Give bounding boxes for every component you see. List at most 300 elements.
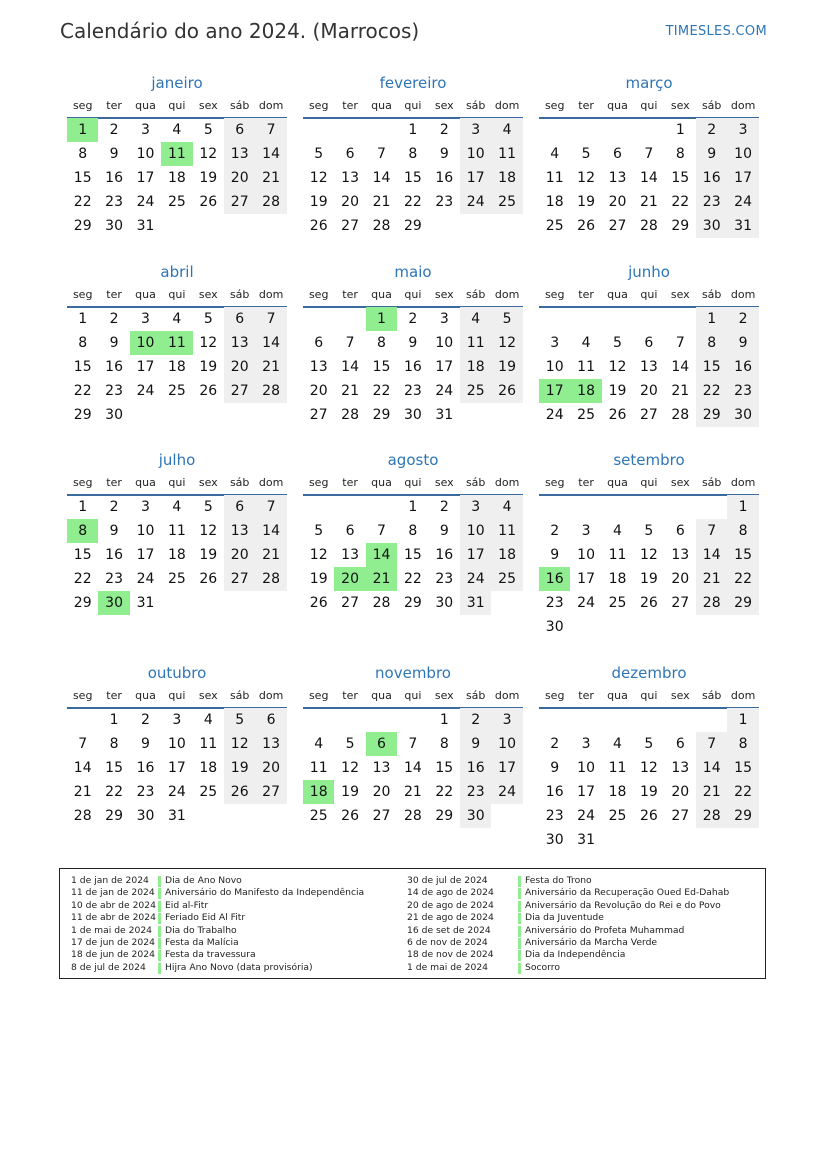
day-cell[interactable]: 8: [727, 519, 758, 543]
day-cell[interactable]: 24: [136, 194, 155, 210]
day-cell[interactable]: 25: [491, 567, 522, 591]
day-cell[interactable]: 13: [671, 547, 690, 563]
day-cell[interactable]: 25: [460, 379, 491, 403]
day-cell[interactable]: 28: [255, 190, 286, 214]
day-cell[interactable]: 5: [644, 736, 654, 752]
day-cell[interactable]: 14: [255, 331, 286, 355]
day-cell[interactable]: 29: [403, 595, 422, 611]
day-cell[interactable]: 17: [460, 166, 491, 190]
day-cell[interactable]: 31: [727, 214, 758, 238]
day-cell[interactable]: 12: [309, 547, 328, 563]
day-cell[interactable]: 6: [644, 335, 654, 351]
day-cell[interactable]: 9: [727, 331, 758, 355]
day-cell[interactable]: 22: [372, 383, 391, 399]
day-cell[interactable]: 25: [167, 194, 186, 210]
day-cell[interactable]: 30: [460, 804, 491, 828]
day-cell[interactable]: 25: [608, 808, 627, 824]
day-cell[interactable]: 27: [224, 190, 255, 214]
day-cell[interactable]: 24: [727, 190, 758, 214]
day-cell[interactable]: 23: [403, 383, 422, 399]
holiday-day-cell[interactable]: 8: [67, 519, 98, 543]
day-cell[interactable]: 22: [403, 194, 422, 210]
day-cell[interactable]: 28: [255, 567, 286, 591]
day-cell[interactable]: 25: [167, 571, 186, 587]
day-cell[interactable]: 13: [341, 170, 359, 186]
day-cell[interactable]: 17: [435, 359, 454, 375]
day-cell[interactable]: 8: [377, 335, 386, 351]
holiday-day-cell[interactable]: 6: [366, 732, 397, 756]
day-cell[interactable]: 9: [141, 736, 150, 752]
day-cell[interactable]: 10: [577, 760, 595, 776]
day-cell[interactable]: 27: [608, 218, 627, 234]
day-cell[interactable]: 5: [203, 311, 213, 327]
day-cell[interactable]: 4: [203, 712, 213, 728]
day-cell[interactable]: 6: [224, 118, 255, 142]
day-cell[interactable]: 24: [435, 383, 454, 399]
day-cell[interactable]: 13: [224, 331, 255, 355]
day-cell[interactable]: 4: [550, 146, 560, 162]
day-cell[interactable]: 14: [255, 142, 286, 166]
day-cell[interactable]: 5: [644, 523, 654, 539]
day-cell[interactable]: 12: [491, 331, 522, 355]
day-cell[interactable]: 21: [341, 383, 359, 399]
holiday-day-cell[interactable]: 1: [67, 118, 98, 142]
day-cell[interactable]: 3: [141, 122, 150, 138]
day-cell[interactable]: 26: [341, 808, 359, 824]
day-cell[interactable]: 6: [345, 523, 355, 539]
day-cell[interactable]: 5: [314, 523, 324, 539]
day-cell[interactable]: 2: [439, 122, 449, 138]
day-cell[interactable]: 4: [581, 335, 591, 351]
day-cell[interactable]: 16: [435, 170, 454, 186]
day-cell[interactable]: 2: [550, 736, 560, 752]
day-cell[interactable]: 6: [675, 736, 685, 752]
day-cell[interactable]: 27: [224, 567, 255, 591]
day-cell[interactable]: 8: [78, 335, 88, 351]
day-cell[interactable]: 3: [141, 311, 150, 327]
day-cell[interactable]: 24: [577, 808, 595, 824]
day-cell[interactable]: 30: [403, 407, 422, 423]
day-cell[interactable]: 3: [460, 118, 491, 142]
day-cell[interactable]: 2: [727, 307, 758, 331]
day-cell[interactable]: 17: [491, 756, 522, 780]
day-cell[interactable]: 16: [460, 756, 491, 780]
day-cell[interactable]: 22: [73, 383, 92, 399]
day-cell[interactable]: 2: [460, 708, 491, 732]
day-cell[interactable]: 25: [309, 808, 328, 824]
day-cell[interactable]: 31: [435, 407, 454, 423]
day-cell[interactable]: 12: [608, 359, 627, 375]
day-cell[interactable]: 25: [608, 595, 627, 611]
day-cell[interactable]: 20: [372, 784, 391, 800]
day-cell[interactable]: 12: [199, 146, 218, 162]
day-cell[interactable]: 4: [314, 736, 324, 752]
holiday-day-cell[interactable]: 18: [570, 379, 601, 403]
day-cell[interactable]: 16: [435, 547, 454, 563]
day-cell[interactable]: 26: [199, 194, 218, 210]
day-cell[interactable]: 22: [671, 194, 690, 210]
day-cell[interactable]: 9: [109, 523, 119, 539]
day-cell[interactable]: 4: [491, 495, 522, 519]
day-cell[interactable]: 5: [314, 146, 324, 162]
day-cell[interactable]: 14: [341, 359, 359, 375]
day-cell[interactable]: 11: [167, 523, 186, 539]
day-cell[interactable]: 8: [109, 736, 119, 752]
day-cell[interactable]: 3: [727, 118, 758, 142]
day-cell[interactable]: 18: [167, 547, 186, 563]
day-cell[interactable]: 14: [696, 756, 727, 780]
holiday-day-cell[interactable]: 20: [334, 567, 365, 591]
day-cell[interactable]: 24: [545, 407, 564, 423]
holiday-day-cell[interactable]: 30: [98, 591, 129, 615]
day-cell[interactable]: 17: [136, 547, 155, 563]
day-cell[interactable]: 28: [671, 407, 690, 423]
day-cell[interactable]: 15: [105, 760, 123, 776]
day-cell[interactable]: 31: [167, 808, 186, 824]
day-cell[interactable]: 21: [671, 383, 690, 399]
day-cell[interactable]: 20: [671, 784, 690, 800]
day-cell[interactable]: 15: [73, 170, 92, 186]
day-cell[interactable]: 21: [73, 784, 92, 800]
day-cell[interactable]: 22: [73, 194, 92, 210]
day-cell[interactable]: 11: [491, 519, 522, 543]
day-cell[interactable]: 4: [172, 499, 182, 515]
day-cell[interactable]: 29: [671, 218, 690, 234]
day-cell[interactable]: 26: [199, 383, 218, 399]
day-cell[interactable]: 23: [727, 379, 758, 403]
day-cell[interactable]: 25: [491, 190, 522, 214]
day-cell[interactable]: 27: [341, 595, 359, 611]
day-cell[interactable]: 1: [675, 122, 685, 138]
day-cell[interactable]: 3: [141, 499, 150, 515]
day-cell[interactable]: 3: [439, 311, 449, 327]
day-cell[interactable]: 23: [696, 190, 727, 214]
day-cell[interactable]: 28: [341, 407, 359, 423]
day-cell[interactable]: 4: [172, 122, 182, 138]
day-cell[interactable]: 23: [105, 194, 123, 210]
day-cell[interactable]: 16: [105, 170, 123, 186]
day-cell[interactable]: 10: [167, 736, 186, 752]
day-cell[interactable]: 11: [491, 142, 522, 166]
day-cell[interactable]: 1: [78, 499, 88, 515]
day-cell[interactable]: 18: [460, 355, 491, 379]
day-cell[interactable]: 13: [639, 359, 658, 375]
day-cell[interactable]: 31: [136, 218, 155, 234]
day-cell[interactable]: 7: [255, 495, 286, 519]
day-cell[interactable]: 29: [727, 591, 758, 615]
day-cell[interactable]: 10: [577, 547, 595, 563]
day-cell[interactable]: 10: [545, 359, 564, 375]
day-cell[interactable]: 15: [372, 359, 391, 375]
day-cell[interactable]: 26: [309, 595, 328, 611]
day-cell[interactable]: 9: [696, 142, 727, 166]
day-cell[interactable]: 31: [136, 595, 155, 611]
day-cell[interactable]: 6: [345, 146, 355, 162]
day-cell[interactable]: 29: [73, 218, 92, 234]
day-cell[interactable]: 5: [345, 736, 355, 752]
day-cell[interactable]: 11: [309, 760, 328, 776]
day-cell[interactable]: 6: [255, 708, 286, 732]
day-cell[interactable]: 25: [199, 784, 218, 800]
day-cell[interactable]: 23: [435, 194, 454, 210]
day-cell[interactable]: 10: [136, 146, 155, 162]
day-cell[interactable]: 9: [439, 523, 449, 539]
day-cell[interactable]: 23: [435, 571, 454, 587]
day-cell[interactable]: 15: [727, 756, 758, 780]
day-cell[interactable]: 1: [408, 499, 418, 515]
day-cell[interactable]: 30: [136, 808, 155, 824]
day-cell[interactable]: 10: [460, 142, 491, 166]
day-cell[interactable]: 20: [224, 355, 255, 379]
day-cell[interactable]: 29: [727, 804, 758, 828]
day-cell[interactable]: 22: [435, 784, 454, 800]
day-cell[interactable]: 8: [675, 146, 685, 162]
day-cell[interactable]: 18: [608, 784, 627, 800]
day-cell[interactable]: 15: [671, 170, 690, 186]
day-cell[interactable]: 18: [491, 166, 522, 190]
day-cell[interactable]: 8: [696, 331, 727, 355]
day-cell[interactable]: 22: [727, 780, 758, 804]
day-cell[interactable]: 9: [109, 335, 119, 351]
day-cell[interactable]: 2: [439, 499, 449, 515]
day-cell[interactable]: 16: [727, 355, 758, 379]
day-cell[interactable]: 21: [255, 166, 286, 190]
day-cell[interactable]: 27: [671, 595, 690, 611]
day-cell[interactable]: 13: [224, 142, 255, 166]
day-cell[interactable]: 8: [727, 732, 758, 756]
holiday-day-cell[interactable]: 11: [161, 331, 192, 355]
day-cell[interactable]: 21: [403, 784, 422, 800]
day-cell[interactable]: 24: [460, 567, 491, 591]
day-cell[interactable]: 11: [199, 736, 218, 752]
day-cell[interactable]: 7: [377, 146, 386, 162]
day-cell[interactable]: 14: [73, 760, 92, 776]
day-cell[interactable]: 1: [727, 495, 758, 519]
day-cell[interactable]: 9: [550, 547, 560, 563]
day-cell[interactable]: 6: [314, 335, 324, 351]
day-cell[interactable]: 5: [203, 122, 213, 138]
day-cell[interactable]: 14: [372, 170, 391, 186]
day-cell[interactable]: 15: [696, 355, 727, 379]
day-cell[interactable]: 22: [73, 571, 92, 587]
day-cell[interactable]: 16: [403, 359, 422, 375]
day-cell[interactable]: 1: [727, 708, 758, 732]
day-cell[interactable]: 10: [136, 523, 155, 539]
day-cell[interactable]: 10: [491, 732, 522, 756]
day-cell[interactable]: 16: [105, 359, 123, 375]
day-cell[interactable]: 3: [550, 335, 560, 351]
day-cell[interactable]: 1: [696, 307, 727, 331]
day-cell[interactable]: 12: [639, 760, 658, 776]
day-cell[interactable]: 1: [78, 311, 88, 327]
holiday-day-cell[interactable]: 11: [161, 142, 192, 166]
day-cell[interactable]: 20: [671, 571, 690, 587]
day-cell[interactable]: 24: [167, 784, 186, 800]
holiday-day-cell[interactable]: 21: [366, 567, 397, 591]
day-cell[interactable]: 15: [727, 543, 758, 567]
day-cell[interactable]: 7: [255, 118, 286, 142]
day-cell[interactable]: 28: [403, 808, 422, 824]
holiday-day-cell[interactable]: 17: [539, 379, 570, 403]
day-cell[interactable]: 13: [608, 170, 627, 186]
day-cell[interactable]: 21: [639, 194, 658, 210]
day-cell[interactable]: 14: [671, 359, 690, 375]
day-cell[interactable]: 10: [727, 142, 758, 166]
day-cell[interactable]: 7: [377, 523, 386, 539]
day-cell[interactable]: 27: [255, 780, 286, 804]
day-cell[interactable]: 24: [136, 383, 155, 399]
day-cell[interactable]: 28: [372, 218, 391, 234]
day-cell[interactable]: 1: [439, 712, 449, 728]
day-cell[interactable]: 26: [491, 379, 522, 403]
day-cell[interactable]: 21: [696, 780, 727, 804]
day-cell[interactable]: 28: [696, 591, 727, 615]
day-cell[interactable]: 3: [460, 495, 491, 519]
day-cell[interactable]: 25: [577, 407, 595, 423]
day-cell[interactable]: 21: [696, 567, 727, 591]
day-cell[interactable]: 17: [136, 170, 155, 186]
day-cell[interactable]: 22: [696, 379, 727, 403]
day-cell[interactable]: 2: [109, 499, 119, 515]
day-cell[interactable]: 12: [309, 170, 328, 186]
day-cell[interactable]: 17: [727, 166, 758, 190]
day-cell[interactable]: 18: [491, 543, 522, 567]
day-cell[interactable]: 16: [105, 547, 123, 563]
day-cell[interactable]: 9: [109, 146, 119, 162]
day-cell[interactable]: 27: [309, 407, 328, 423]
day-cell[interactable]: 31: [577, 832, 595, 848]
day-cell[interactable]: 18: [167, 359, 186, 375]
day-cell[interactable]: 3: [172, 712, 182, 728]
day-cell[interactable]: 19: [199, 359, 218, 375]
day-cell[interactable]: 4: [613, 523, 622, 539]
day-cell[interactable]: 7: [345, 335, 355, 351]
day-cell[interactable]: 16: [545, 784, 564, 800]
day-cell[interactable]: 17: [577, 784, 595, 800]
day-cell[interactable]: 31: [460, 591, 491, 615]
day-cell[interactable]: 8: [78, 146, 88, 162]
day-cell[interactable]: 5: [491, 307, 522, 331]
day-cell[interactable]: 26: [309, 218, 328, 234]
day-cell[interactable]: 2: [696, 118, 727, 142]
day-cell[interactable]: 29: [105, 808, 123, 824]
day-cell[interactable]: 28: [372, 595, 391, 611]
day-cell[interactable]: 30: [545, 832, 564, 848]
day-cell[interactable]: 23: [105, 571, 123, 587]
day-cell[interactable]: 26: [224, 780, 255, 804]
day-cell[interactable]: 17: [136, 359, 155, 375]
day-cell[interactable]: 24: [136, 571, 155, 587]
day-cell[interactable]: 1: [109, 712, 119, 728]
day-cell[interactable]: 27: [671, 808, 690, 824]
day-cell[interactable]: 12: [224, 732, 255, 756]
day-cell[interactable]: 9: [550, 760, 560, 776]
day-cell[interactable]: 18: [167, 170, 186, 186]
day-cell[interactable]: 17: [460, 543, 491, 567]
day-cell[interactable]: 15: [73, 547, 92, 563]
day-cell[interactable]: 17: [167, 760, 186, 776]
day-cell[interactable]: 7: [78, 736, 88, 752]
day-cell[interactable]: 26: [639, 595, 658, 611]
day-cell[interactable]: 30: [435, 595, 454, 611]
day-cell[interactable]: 9: [439, 146, 449, 162]
day-cell[interactable]: 20: [224, 166, 255, 190]
day-cell[interactable]: 27: [341, 218, 359, 234]
day-cell[interactable]: 1: [408, 122, 418, 138]
day-cell[interactable]: 3: [581, 736, 591, 752]
day-cell[interactable]: 2: [408, 311, 418, 327]
day-cell[interactable]: 15: [435, 760, 454, 776]
day-cell[interactable]: 28: [696, 804, 727, 828]
holiday-day-cell[interactable]: 1: [366, 307, 397, 331]
day-cell[interactable]: 11: [460, 331, 491, 355]
holiday-day-cell[interactable]: 16: [539, 567, 570, 591]
day-cell[interactable]: 23: [105, 383, 123, 399]
day-cell[interactable]: 20: [639, 383, 658, 399]
day-cell[interactable]: 6: [224, 495, 255, 519]
day-cell[interactable]: 20: [608, 194, 627, 210]
day-cell[interactable]: 19: [199, 170, 218, 186]
day-cell[interactable]: 30: [727, 403, 758, 427]
day-cell[interactable]: 27: [639, 407, 658, 423]
day-cell[interactable]: 13: [224, 519, 255, 543]
day-cell[interactable]: 18: [608, 571, 627, 587]
day-cell[interactable]: 4: [460, 307, 491, 331]
day-cell[interactable]: 29: [73, 407, 92, 423]
day-cell[interactable]: 30: [696, 214, 727, 238]
day-cell[interactable]: 19: [199, 547, 218, 563]
day-cell[interactable]: 25: [545, 218, 564, 234]
day-cell[interactable]: 27: [224, 379, 255, 403]
day-cell[interactable]: 22: [727, 567, 758, 591]
day-cell[interactable]: 26: [639, 808, 658, 824]
holiday-day-cell[interactable]: 18: [303, 780, 334, 804]
day-cell[interactable]: 29: [696, 403, 727, 427]
day-cell[interactable]: 16: [696, 166, 727, 190]
day-cell[interactable]: 12: [199, 523, 218, 539]
day-cell[interactable]: 6: [613, 146, 622, 162]
day-cell[interactable]: 19: [309, 194, 328, 210]
day-cell[interactable]: 10: [460, 519, 491, 543]
day-cell[interactable]: 14: [696, 543, 727, 567]
day-cell[interactable]: 6: [675, 523, 685, 539]
day-cell[interactable]: 30: [545, 619, 564, 635]
day-cell[interactable]: 12: [639, 547, 658, 563]
day-cell[interactable]: 19: [608, 383, 627, 399]
brand-logo[interactable]: TIMESLES.COM: [665, 24, 767, 39]
day-cell[interactable]: 2: [109, 311, 119, 327]
day-cell[interactable]: 19: [341, 784, 359, 800]
day-cell[interactable]: 24: [491, 780, 522, 804]
day-cell[interactable]: 8: [408, 523, 418, 539]
day-cell[interactable]: 29: [435, 808, 454, 824]
day-cell[interactable]: 7: [644, 146, 654, 162]
day-cell[interactable]: 26: [608, 407, 627, 423]
day-cell[interactable]: 24: [460, 190, 491, 214]
day-cell[interactable]: 23: [460, 780, 491, 804]
day-cell[interactable]: 17: [577, 571, 595, 587]
holiday-day-cell[interactable]: 10: [130, 331, 161, 355]
day-cell[interactable]: 24: [577, 595, 595, 611]
day-cell[interactable]: 21: [255, 355, 286, 379]
day-cell[interactable]: 10: [435, 335, 454, 351]
day-cell[interactable]: 9: [408, 335, 418, 351]
day-cell[interactable]: 19: [639, 784, 658, 800]
day-cell[interactable]: 4: [613, 736, 622, 752]
day-cell[interactable]: 5: [581, 146, 591, 162]
day-cell[interactable]: 11: [545, 170, 564, 186]
day-cell[interactable]: 23: [545, 595, 564, 611]
